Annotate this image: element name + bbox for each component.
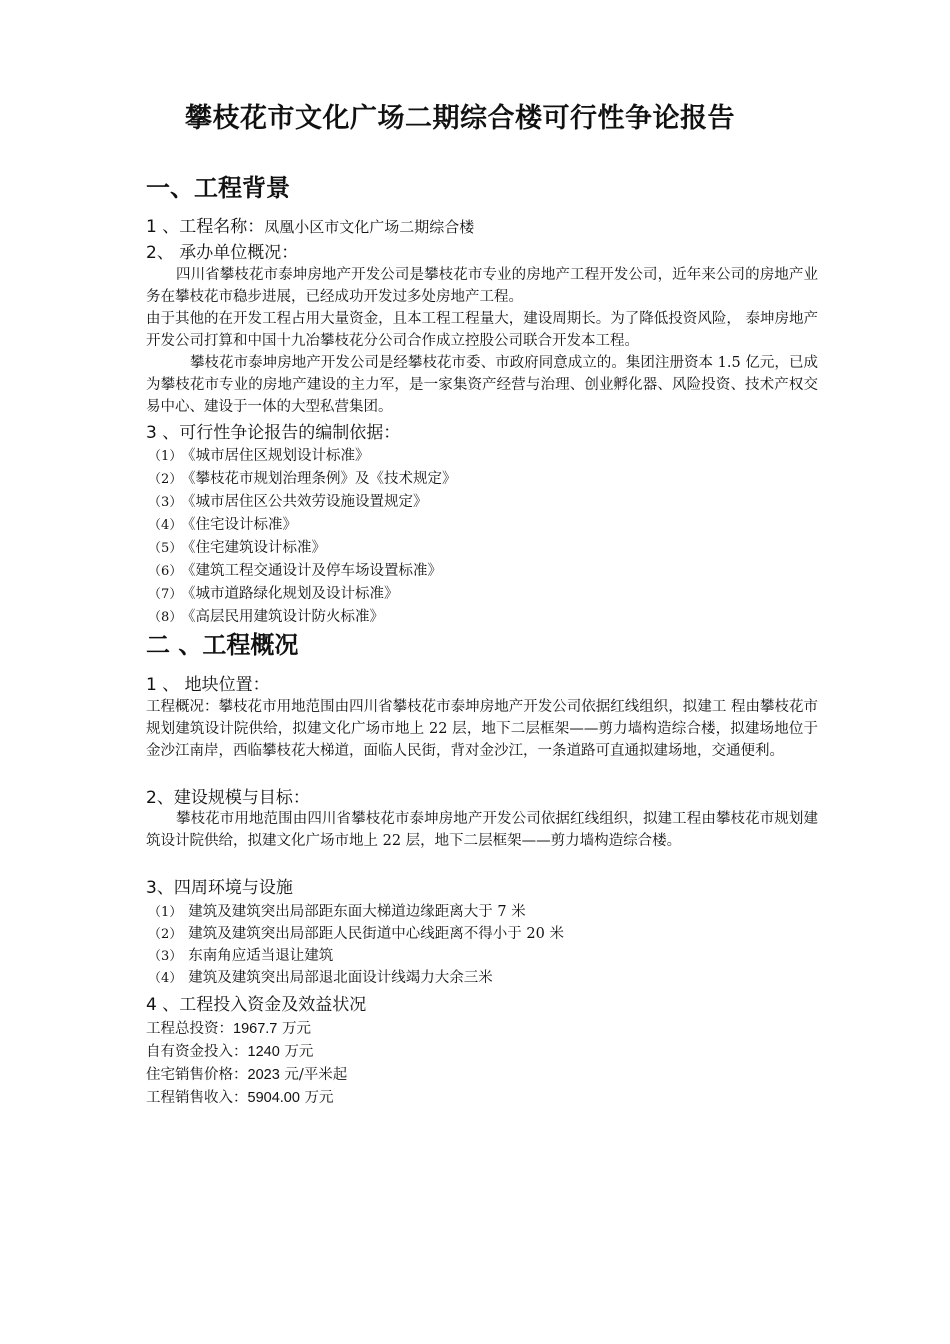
paragraph-scale: 攀枝花市用地范围由四川省攀枝花市泰坤房地产开发公司依据红线组织，拟建工程由攀枝花市规划建筑设计院供给，拟建文化广场市地上 22 层，地下二层框架——剪力墙构造综合楼。 (146, 811, 818, 849)
finance-row: 自有资金投入：1240 万元 (146, 1044, 314, 1060)
list-item: （2） 《攀枝花市规划治理条例》及《技术规定》 (148, 471, 457, 487)
list-item: （3） 东南角应适当退让建筑 (148, 948, 334, 964)
scale-label: 2、建设规模与目标： (146, 788, 310, 808)
finance-label: 4 、工程投入资金及效益状况 (146, 995, 367, 1015)
environment-label: 3、四周环境与设施 (146, 878, 293, 898)
sponsor-overview-label: 2、 承办单位概况： (146, 243, 299, 263)
list-item: （8） 《高层民用建筑设计防火标准》 (148, 609, 385, 625)
basis-label: 3 、可行性争论报告的编制依据： (146, 423, 401, 443)
list-item: （3） 《城市居住区公共效劳设施设置规定》 (148, 494, 428, 510)
project-name-line (146, 212, 474, 237)
paragraph-company: 四川省攀枝花市泰坤房地产开发公司是攀枝花市专业的房地产工程开发公司，近年来公司的房地产业务在攀枝花市稳步进展，已经成功开发过多处房地产工程。 (146, 267, 818, 305)
list-item: （2） 建筑及建筑突出局部距人民街道中心线距离不得小于 20 米 (148, 926, 564, 942)
list-item: （5） 《住宅建筑设计标准》 (148, 540, 327, 556)
finance-row: 住宅销售价格：2023 元/平米起 (146, 1067, 348, 1083)
location-label: 1 、 地块位置： (146, 675, 270, 695)
finance-row: 工程销售收入：5904.00 万元 (146, 1090, 334, 1106)
paragraph-group: 攀枝花市泰坤房地产开发公司是经攀枝花市委、市政府同意成立的。集团注册资本 1.5 亿元，已成为攀枝花市专业的房地产建设的主力军，是一家集资产经营与治理、创业孵化器、风险投资、技术产权交易中心、建设于一体的大型私营集团。 (146, 355, 818, 415)
list-item: （4） 《住宅设计标准》 (148, 517, 298, 533)
list-item: （4） 建筑及建筑突出局部退北面设计线竭力大余三米 (148, 970, 493, 986)
page-title: 攀枝花市文化广场二期综合楼可行性争论报告 (185, 103, 735, 134)
project-name-value: 凤凰小区市文化广场二期综合楼 (264, 218, 475, 236)
finance-row: 工程总投资：1967.7 万元 (146, 1021, 311, 1037)
paragraph-location: 工程概况：攀枝花市用地范围由四川省攀枝花市泰坤房地产开发公司依据红线组织，拟建工 程由攀枝花市规划建筑设计院供给，拟建文化广场市地上 22 层，地下二层框架——剪力墙构造综合楼，拟建场地位于金沙江南岸，西临攀枝花大梯道，面临人民街，背对金沙江，一条道路可直通拟建场地，交通便利。 (146, 699, 818, 759)
section-heading-background: 一、工程背景 (146, 174, 290, 202)
project-name-label: 1 、工程名称： (146, 217, 265, 237)
list-item: （7） 《城市道路绿化规划及设计标准》 (148, 586, 399, 602)
section-heading-overview: 二 、工程概况 (146, 631, 299, 659)
list-item: （1） 建筑及建筑突出局部距东面大梯道边缘距离大于 7 米 (148, 904, 526, 920)
paragraph-risk: 由于其他的在开发工程占用大量资金，且本工程工程量大，建设周期长。为了降低投资风险， 泰坤房地产开发公司打算和中国十九冶攀枝花分公司合作成立控股公司联合开发本工程。 (146, 311, 818, 349)
list-item: （6） 《建筑工程交通设计及停车场设置标准》 (148, 563, 443, 579)
list-item: （1） 《城市居住区规划设计标准》 (148, 448, 370, 464)
